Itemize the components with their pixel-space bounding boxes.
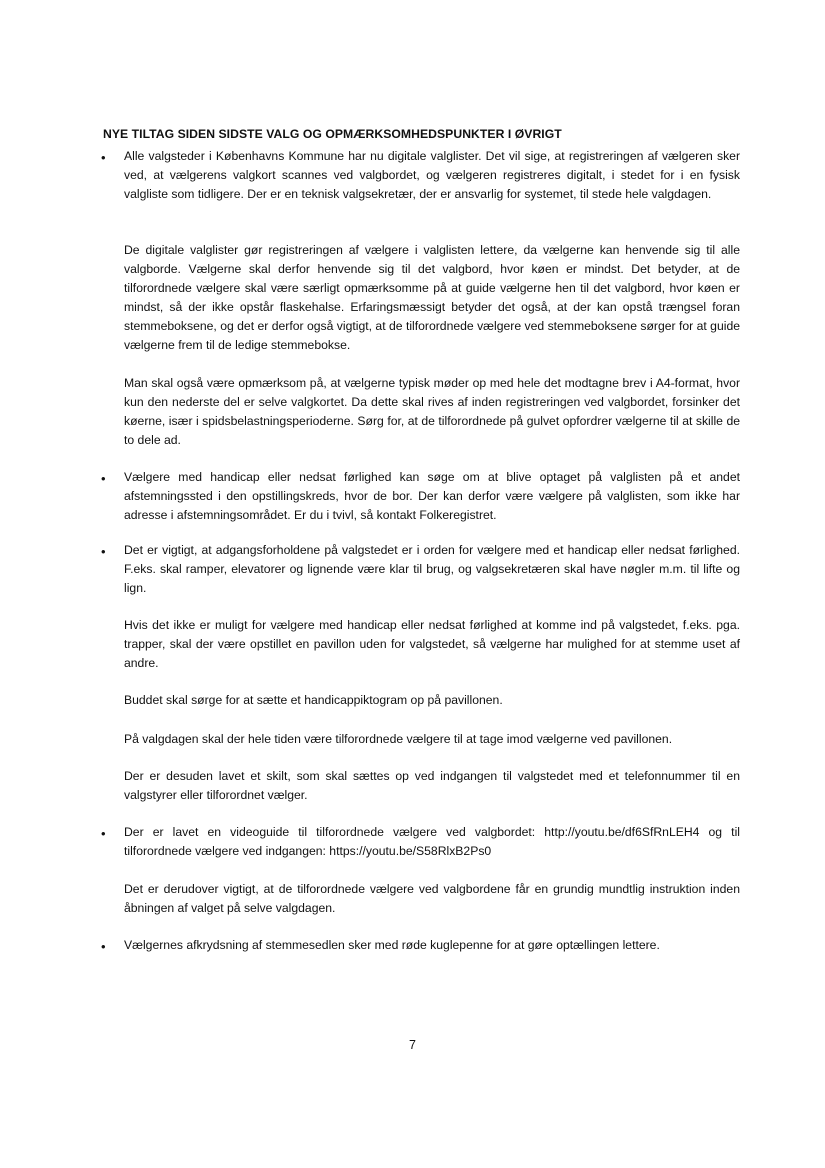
paragraph: Der er desuden lavet et skilt, som skal sættes op ved indgangen til valgstedet med et telefonnummer til en valgstyrer eller tilforordnet vælger.: [124, 769, 740, 802]
paragraph: De digitale valglister gør registreringen af vælgere i valglisten lettere, da vælgerne kan henvende sig til alle valgborde. Vælgerne skal derfor henvende sig til det valgbord, hvor køen er mindst. Det betyder, at de tilforordnede vælgere skal være særligt opmærksomme på at guide vælgerne hen til det valgbord, hvor køen er mindst, så der ikke opstår flaskehalse. Erfaringsmæssigt betyder det også, at der kan opstå trængsel foran stemmeboksene, og det er derfor også vigtigt, at de tilforordnede vælgere ved stemmeboksene sørger for at guide vælgerne frem til de ledige stemmebokse.: [124, 243, 740, 352]
paragraph: Man skal også være opmærksom på, at vælgerne typisk møder op med hele det modtagne brev i A4-format, hvor kun den nederste del er selve valgkortet. Da dette skal rives af inden registreringen ved valgbordet, forsinker det køerne, især i spidsbelastningsperioderne. Sørg for, at de tilforordnede på gulvet opfordrer vælgerne til at skille de to dele ad.: [124, 376, 740, 447]
paragraph: Det er vigtigt, at adgangsforholdene på valgstedet er i orden for vælgere med et handicap eller nedsat førlighed. F.eks. skal ramper, elevatorer og lignende være klar til brug, og valgsekretæren skal have nøgler m.m. til lifte og lign.: [124, 543, 740, 595]
paragraph: Alle valgsteder i Københavns Kommune har nu digitale valglister. Det vil sige, at registreringen af vælgeren sker ved, at vælgerens valgkort scannes ved valgbordet, og vælgeren registreres digitalt, i stedet for i en fysisk valgliste som tidligere. Der er en teknisk valgsekretær, der er ansvarlig for systemet, til stede hele valgdagen.: [124, 149, 740, 201]
section-heading: NYE TILTAG SIDEN SIDSTE VALG OG OPMÆRKSOMHEDSPUNKTER I ØVRIGT: [103, 127, 562, 141]
paragraph: Hvis det ikke er muligt for vælgere med handicap eller nedsat førlighed at komme ind på valgstedet, f.eks. pga. trapper, skal der være opstillet en pavillon uden for valgstedet, så vælgerne har mulighed for at stemme uset af andre.: [124, 618, 740, 670]
paragraph: Det er derudover vigtigt, at de tilforordnede vælgere ved valgbordene får en grundig mundtlig instruktion inden åbningen af valget på selve valgdagen.: [124, 882, 740, 915]
bullet-icon: •: [101, 471, 106, 486]
bullet-icon: •: [101, 150, 106, 165]
bullet-icon: •: [101, 544, 106, 559]
page-number: 7: [409, 1038, 416, 1052]
bullet-icon: •: [101, 939, 106, 954]
paragraph: Vælgernes afkrydsning af stemmesedlen sker med røde kuglepenne for at gøre optællingen lettere.: [124, 938, 660, 952]
paragraph: Buddet skal sørge for at sætte et handicappiktogram op på pavillonen.: [124, 693, 503, 707]
paragraph: Vælgere med handicap eller nedsat førlighed kan søge om at blive optaget på valglisten på et andet afstemningssted i den opstillingskreds, hvor de bor. Der kan derfor være vælgere på valglisten, som ikke har adresse i afstemningsområdet. Er du i tvivl, så kontakt Folkeregistret.: [124, 470, 740, 522]
paragraph: Der er lavet en videoguide til tilforordnede vælgere ved valgbordet: http://youtu.be/df6SfRnLEH4 og til tilforordnede vælgere ved indgangen: https://youtu.be/S58RlxB2Ps0: [124, 825, 740, 858]
bullet-icon: •: [101, 826, 106, 841]
paragraph: På valgdagen skal der hele tiden være tilforordnede vælgere til at tage imod vælgerne ved pavillonen.: [124, 732, 673, 746]
